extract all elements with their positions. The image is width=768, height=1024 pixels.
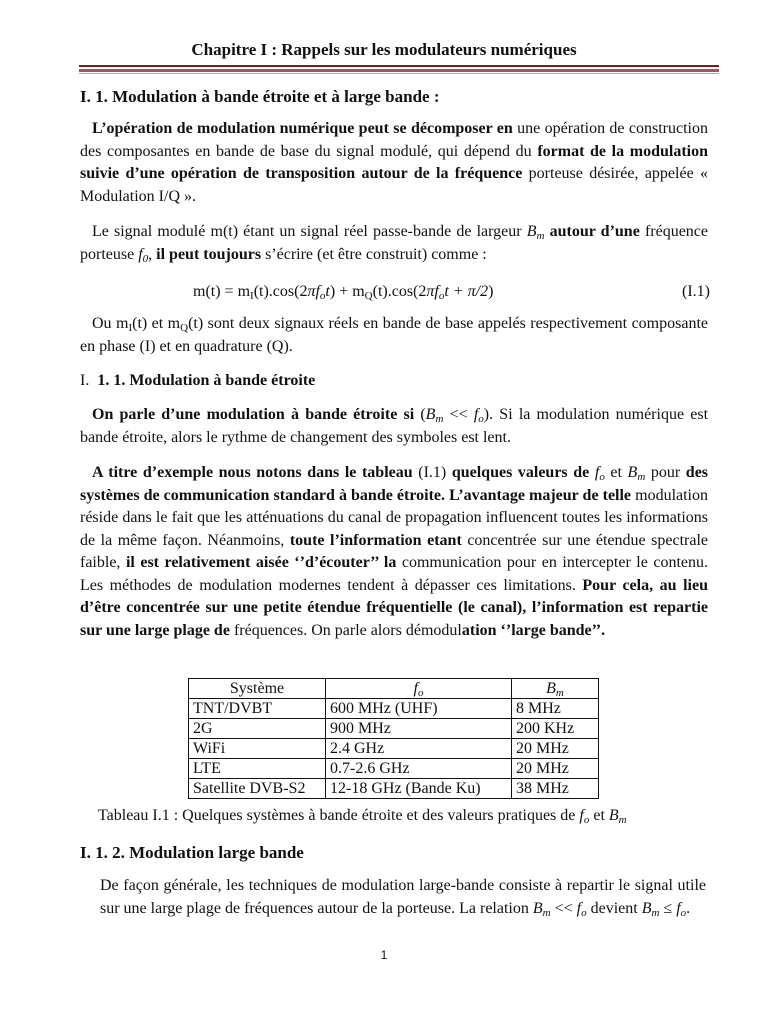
paragraph: A titre d’exemple nous notons dans le tableau (I.1) quelques valeurs de $f_o$ et $B_m$ pour des systèmes de communication standard à bande étroite. L’avantage majeur de telle modulation réside dans le fait que les atténuations du canal de propagation influencent toutes les informations de la même façon. Néanmoins, toute l’information etant concentrée sur une étendue spectrale faible, il est relativement aisée ‘’d’écouter’’ la communication pour en intercepter le contenu. Les méthodes de modulation modernes tendent à dépasser ces limitations. Pour cela, au lieu d’être concentrée sur une petite étendue fréquentielle (le canal), l’information est repartie sur une large plage de fréquences. On parle alors démodulation ‘’large bande’’. [80, 464, 709, 639]
table-cell: 38 MHz [512, 779, 599, 799]
table-cell: WiFi [189, 739, 326, 759]
table-cell: 600 MHz (UHF) [326, 699, 512, 719]
equation-number: (I.1) [682, 283, 710, 300]
table-cell: 20 MHz [512, 739, 599, 759]
table-cell: TNT/DVBT [189, 699, 326, 719]
paragraph: On parle d’une modulation à bande étroite si $(B_m << f_o)$. Si la modulation numérique est bande étroite, alors le rythme de changement des symboles est lent. [80, 406, 709, 446]
section-heading: I. 1. Modulation à bande étroite et à large bande : [80, 87, 440, 106]
equation: $m(t) = m_I(t).\cos(2\pi f_ot) + m_Q(t).\cos(2\pi f_ot + \pi/2)$ [193, 283, 494, 302]
table-cell: 200 KHz [512, 719, 599, 739]
table-cell: 2.4 GHz [326, 739, 512, 759]
table-cell: 2G [189, 719, 326, 739]
chapter-header: Chapitre I : Rappels sur les modulateurs numériques [191, 40, 577, 59]
table-caption: Tableau I.1 : Quelques systèmes à bande étroite et des valeurs pratiques de $f_o$ et $B_m$ [98, 807, 627, 826]
page-number: 1 [380, 948, 388, 962]
paragraph: De façon générale, les techniques de modulation large-bande consiste à repartir le signal utile sur une large plage de fréquences autour de la porteuse. La relation $B_m << f_o$ devient $B_m \le f_o$. [100, 877, 706, 919]
table-cell: 20 MHz [512, 759, 599, 779]
table-row [189, 759, 599, 779]
systems-table [188, 678, 599, 799]
paragraph: L’opération de modulation numérique peut se décomposer en une opération de construction des composantes en bande de base du signal modulé, qui dépend du format de la modulation suivie d’une opération de transposition autour de la fréquence porteuse désirée, appelée « Modulation I/Q ». [80, 120, 709, 205]
subsection-heading: I. 1. 2. Modulation large bande [80, 843, 304, 862]
subsection-heading: I. 1. 1. Modulation à bande étroite [80, 372, 316, 389]
table-row [189, 739, 599, 759]
table-header-cell: $B_m$ [512, 679, 599, 699]
table-header-cell: Système [189, 679, 326, 699]
table-header-row [189, 679, 599, 699]
table-cell: LTE [189, 759, 326, 779]
header-rule [79, 69, 719, 72]
table-row [189, 699, 599, 719]
header-rule [79, 65, 719, 67]
table-row [189, 779, 599, 799]
paragraph: Le signal modulé m(t) étant un signal réel passe-bande de largeur $B_m$ autour d’une fréquence porteuse $f_0$, il peut toujours s’écrire (et être construit) comme : [80, 223, 709, 265]
table-cell: 12-18 GHz (Bande Ku) [326, 779, 512, 799]
paragraph: Ou $m_I(t)$ et $m_Q(t)$ sont deux signaux réels en bande de base appelés respectivement composante en phase (I) et en quadrature (Q). [80, 315, 708, 355]
table-row [189, 719, 599, 739]
header-rule [79, 73, 719, 74]
table-cell: Satellite DVB-S2 [189, 779, 326, 799]
table-cell: 900 MHz [326, 719, 512, 739]
table-cell: 0.7-2.6 GHz [326, 759, 512, 779]
table-header-cell: $f_o$ [326, 679, 512, 699]
table-cell: 8 MHz [512, 699, 599, 719]
